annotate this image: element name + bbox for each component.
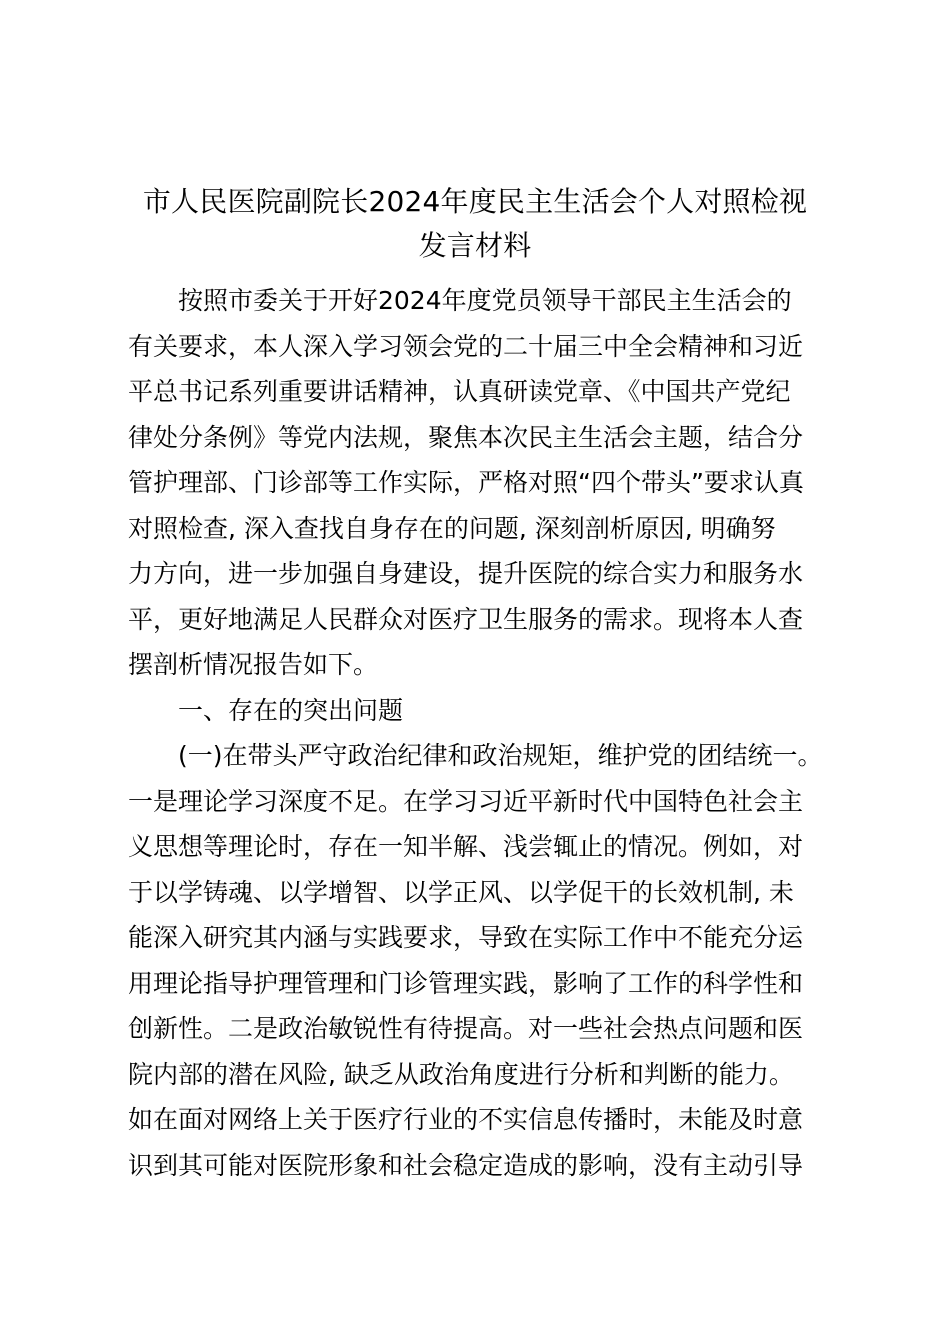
document-title [120, 180, 830, 268]
body-line: 用理论指导护理管理和门诊管理实践，影响了工作的科学性和 [128, 968, 804, 998]
body-line: 院内部的潜在风险, 缺乏从政治角度进行分析和判断的能力。 [128, 1059, 794, 1089]
body-line: (一)在带头严守政治纪律和政治规矩，维护党的团结统一。 [178, 741, 823, 770]
body-line: 能深入研究其内涵与实践要求，导致在实际工作中不能充分运 [128, 923, 804, 952]
body-line: 一、存在的突出问题 [178, 695, 404, 725]
body-line: 摆剖析情况报告如下。 [128, 650, 379, 679]
body-line: 有关要求，本人深入学习领会党的二十届三中全会精神和习近 [128, 331, 804, 361]
document-body [128, 278, 828, 1188]
body-line: 于以学铸魂、以学增智、以学正风、以学促干的长效机制, 未 [128, 877, 794, 907]
body-line: 创新性。二是政治敏锐性有待提高。对一些社会热点问题和医 [128, 1014, 804, 1043]
title-line-1: 市人民医院副院长2024年度民主生活会个人对照检视 [142, 185, 808, 218]
body-line: 对照检查, 深入查找自身存在的问题, 深刻剖析原因, 明确努 [128, 513, 776, 543]
body-line: 平，更好地满足人民群众对医疗卫生服务的需求。现将本人查 [128, 604, 804, 634]
body-line: 力方向，进一步加强自身建设，提升医院的综合实力和服务水 [128, 559, 804, 588]
body-line: 按照市委关于开好2024年度党员领导干部民主生活会的 [178, 286, 792, 315]
body-line: 一是理论学习深度不足。在学习习近平新时代中国特色社会主 [128, 786, 804, 816]
body-line: 平总书记系列重要讲话精神，认真研读党章、《中国共产党纪 [128, 377, 791, 406]
body-line: 义思想等理论时，存在一知半解、浅尝辄止的情况。例如，对 [128, 832, 804, 861]
body-line: 管护理部、门诊部等工作实际，严格对照“四个带头”要求认真 [128, 468, 804, 497]
title-line-2: 发言材料 [418, 229, 532, 262]
body-line: 识到其可能对医院形象和社会稳定造成的影响，没有主动引导 [128, 1150, 804, 1180]
body-line: 如在面对网络上关于医疗行业的不实信息传播时，未能及时意 [128, 1105, 804, 1134]
body-line: 律处分条例》等党内法规，聚焦本次民主生活会主题，结合分 [128, 422, 804, 452]
